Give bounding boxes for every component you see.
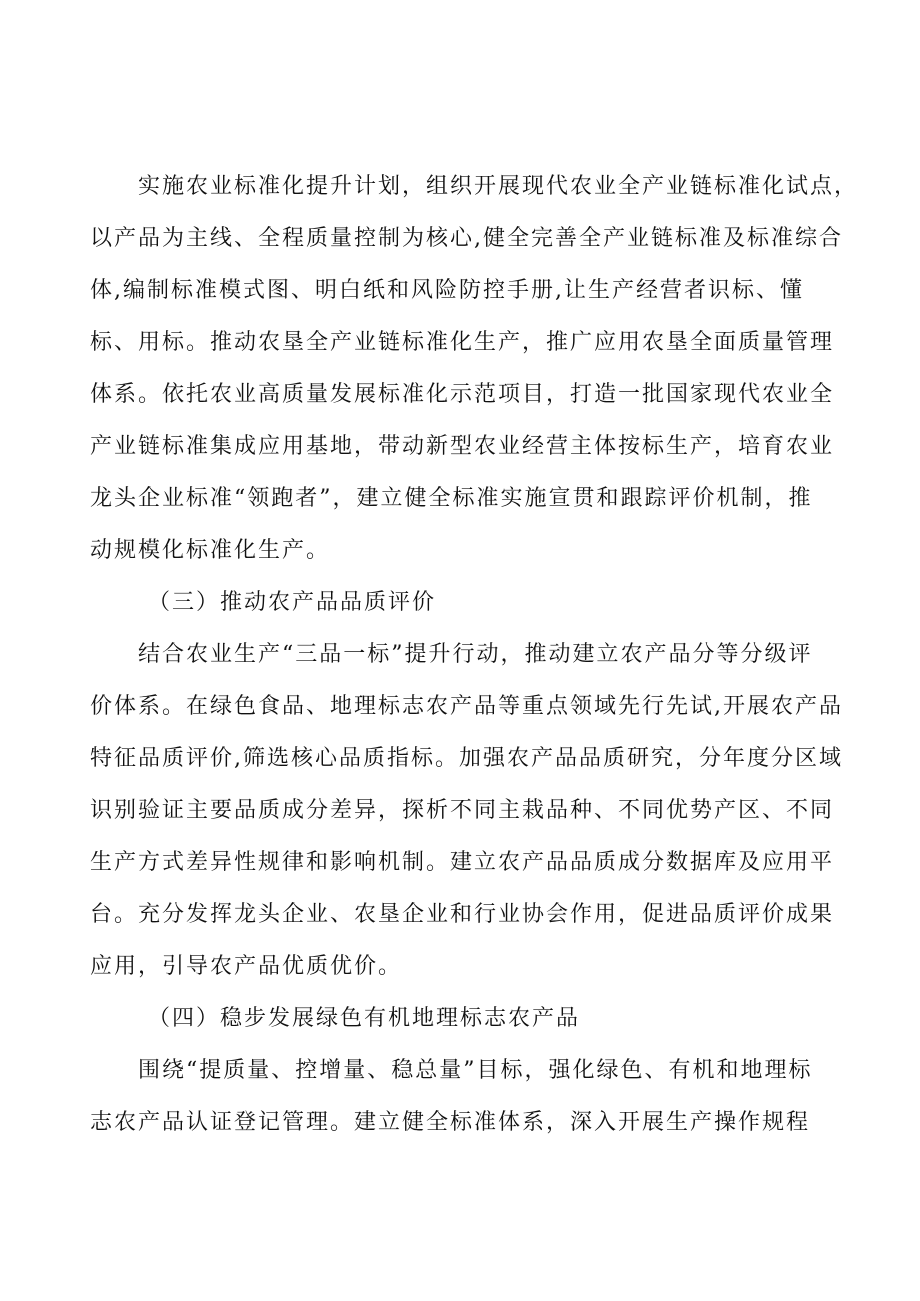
section-heading-3: （三）推动农产品品质评价 xyxy=(148,590,437,615)
paragraph-line-7: 龙头企业标准“领跑者”，建立健全标准实施宣贯和跟踪评价机制，推 xyxy=(90,486,813,511)
paragraph-line-5: 体系。依托农业高质量发展标准化示范项目，打造一批国家现代农业全 xyxy=(90,382,835,407)
paragraph-line-3: 体,编制标准模式图、明白纸和风险防控手册,让生产经营者识标、懂 xyxy=(90,278,804,303)
paragraph-line-9: 结合农业生产“三品一标”提升行动，推动建立农产品分等分级评 xyxy=(138,642,813,667)
paragraph-line-12: 识别验证主要品质成分差异，探析不同主栽品种、不同优势产区、不同 xyxy=(90,798,835,823)
paragraph-line-16: 围绕“提质量、控增量、稳总量”目标，强化绿色、有机和地理标 xyxy=(138,1058,813,1083)
paragraph-line-17: 志农产品认证登记管理。建立健全标准体系，深入开展生产操作规程 xyxy=(90,1110,811,1135)
paragraph-line-1: 实施农业标准化提升计划，组织开展现代农业全产业链标准化试点， xyxy=(138,174,859,199)
paragraph-line-10: 价体系。在绿色食品、地理标志农产品等重点领域先行先试,开展农产品 xyxy=(90,694,843,719)
paragraph-line-6: 产业链标准集成应用基地，带动新型农业经营主体按标生产，培育农业 xyxy=(90,434,835,459)
paragraph-line-11: 特征品质评价,筛选核心品质指标。加强农产品品质研究，分年度分区域 xyxy=(90,746,843,771)
section-heading-4: （四）稳步发展绿色有机地理标志农产品 xyxy=(148,1006,581,1031)
paragraph-line-14: 台。充分发挥龙头企业、农垦企业和行业协会作用，促进品质评价成果 xyxy=(90,902,835,927)
paragraph-line-15: 应用，引导农产品优质优价。 xyxy=(90,954,403,979)
paragraph-line-8: 动规模化标准化生产。 xyxy=(90,538,331,563)
paragraph-line-4: 标、用标。推动农垦全产业链标准化生产，推广应用农垦全面质量管理 xyxy=(90,330,835,355)
paragraph-line-2: 以产品为主线、全程质量控制为核心,健全完善全产业链标准及标准综合 xyxy=(90,226,843,251)
paragraph-line-13: 生产方式差异性规律和影响机制。建立农产品品质成分数据库及应用平 xyxy=(90,850,835,875)
